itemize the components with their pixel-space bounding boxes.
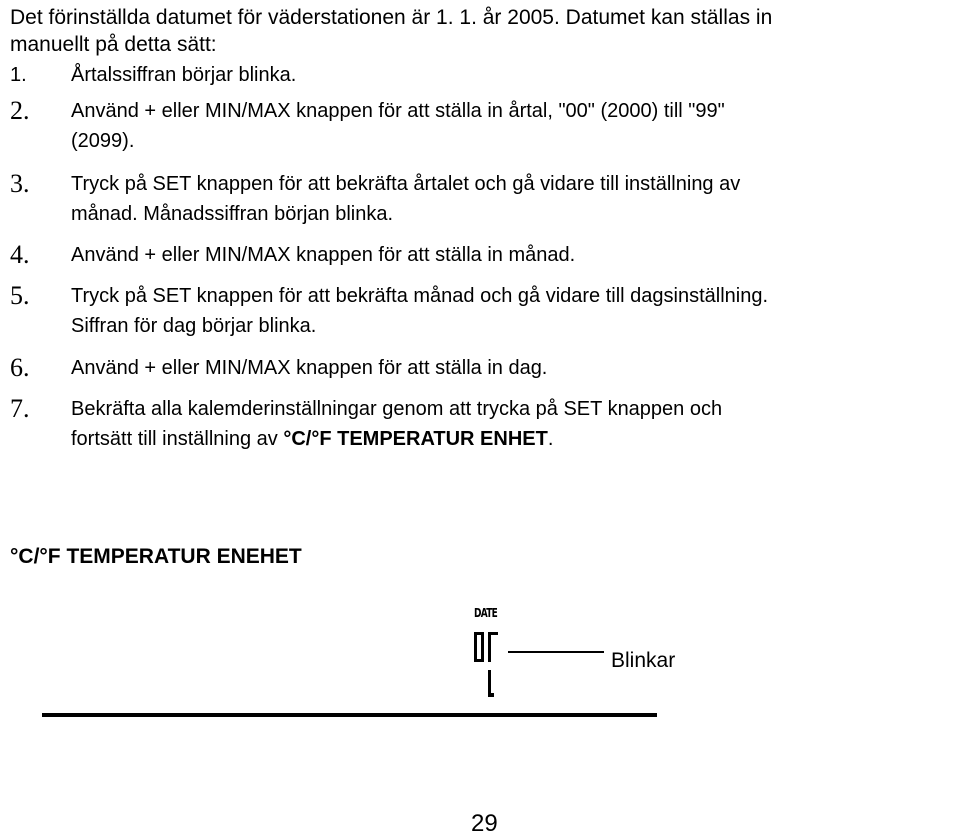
step-number: 1. (10, 64, 27, 86)
step-text-suffix: . (547, 428, 554, 450)
step-text-last-line (71, 424, 950, 454)
section-heading: °C/°F TEMPERATUR ENEHET (10, 545, 302, 568)
lcd-segment (474, 659, 484, 662)
lcd-segment (474, 632, 484, 635)
step-7 (10, 394, 950, 454)
step-text: Använd + eller MIN/MAX knappen för att ställa in årtal, "00" (2000) till "99" (71, 100, 725, 122)
lcd-digits-icon (472, 630, 500, 705)
blink-callout-label: Blinkar (611, 649, 676, 672)
step-text: Använd + eller MIN/MAX knappen för att ställa in månad. (71, 244, 576, 266)
step-text-prefix: fortsätt till inställning av (71, 428, 284, 450)
step-number: 6. (10, 353, 30, 382)
step-text: Bekräfta alla kalemderinställningar genom att trycka på SET knappen och (71, 398, 723, 420)
step-text: (2099). (71, 130, 135, 152)
step-text: Använd + eller MIN/MAX knappen för att ställa in dag. (71, 357, 548, 379)
page-number: 29 (471, 810, 498, 837)
step-text: Siffran för dag börjar blinka. (71, 315, 317, 337)
step-5 (10, 281, 950, 341)
temperature-unit-reference: °C/°F TEMPERATUR ENHET (283, 428, 548, 450)
step-text: månad. Månadssiffran början blinka. (71, 203, 394, 225)
step-4 (10, 240, 950, 270)
step-text: Årtalssiffran börjar blinka. (71, 64, 297, 86)
intro-line-1: Det förinställda datumet för väderstationen är 1. 1. år 2005. Datumet kan ställas in (10, 6, 773, 29)
lcd-date-label: DATE (474, 606, 498, 620)
lcd-segment (488, 659, 491, 662)
lcd-segment-display (472, 630, 500, 700)
lcd-segment (481, 632, 484, 662)
step-text: Tryck på SET knappen för att bekräfta årtalet och gå vidare till inställning av (71, 173, 741, 195)
step-number: 7. (10, 394, 30, 423)
step-text: Tryck på SET knappen för att bekräfta månad och gå vidare till dagsinställning. (71, 285, 769, 307)
step-number: 2. (10, 96, 30, 125)
lcd-segment (488, 632, 491, 662)
step-2 (10, 96, 950, 156)
intro-line-2: manuellt på detta sätt: (10, 33, 217, 56)
step-number: 4. (10, 240, 30, 269)
lcd-segment (474, 632, 477, 662)
step-number: 3. (10, 169, 30, 198)
step-number: 5. (10, 281, 30, 310)
step-6 (10, 353, 950, 383)
intro-paragraph (10, 4, 950, 58)
lcd-segment (488, 693, 494, 697)
step-1 (10, 60, 950, 90)
step-3 (10, 169, 950, 229)
horizontal-rule (42, 713, 657, 717)
lcd-segment (488, 632, 498, 635)
callout-line (508, 651, 604, 653)
lcd-segment (488, 670, 491, 696)
